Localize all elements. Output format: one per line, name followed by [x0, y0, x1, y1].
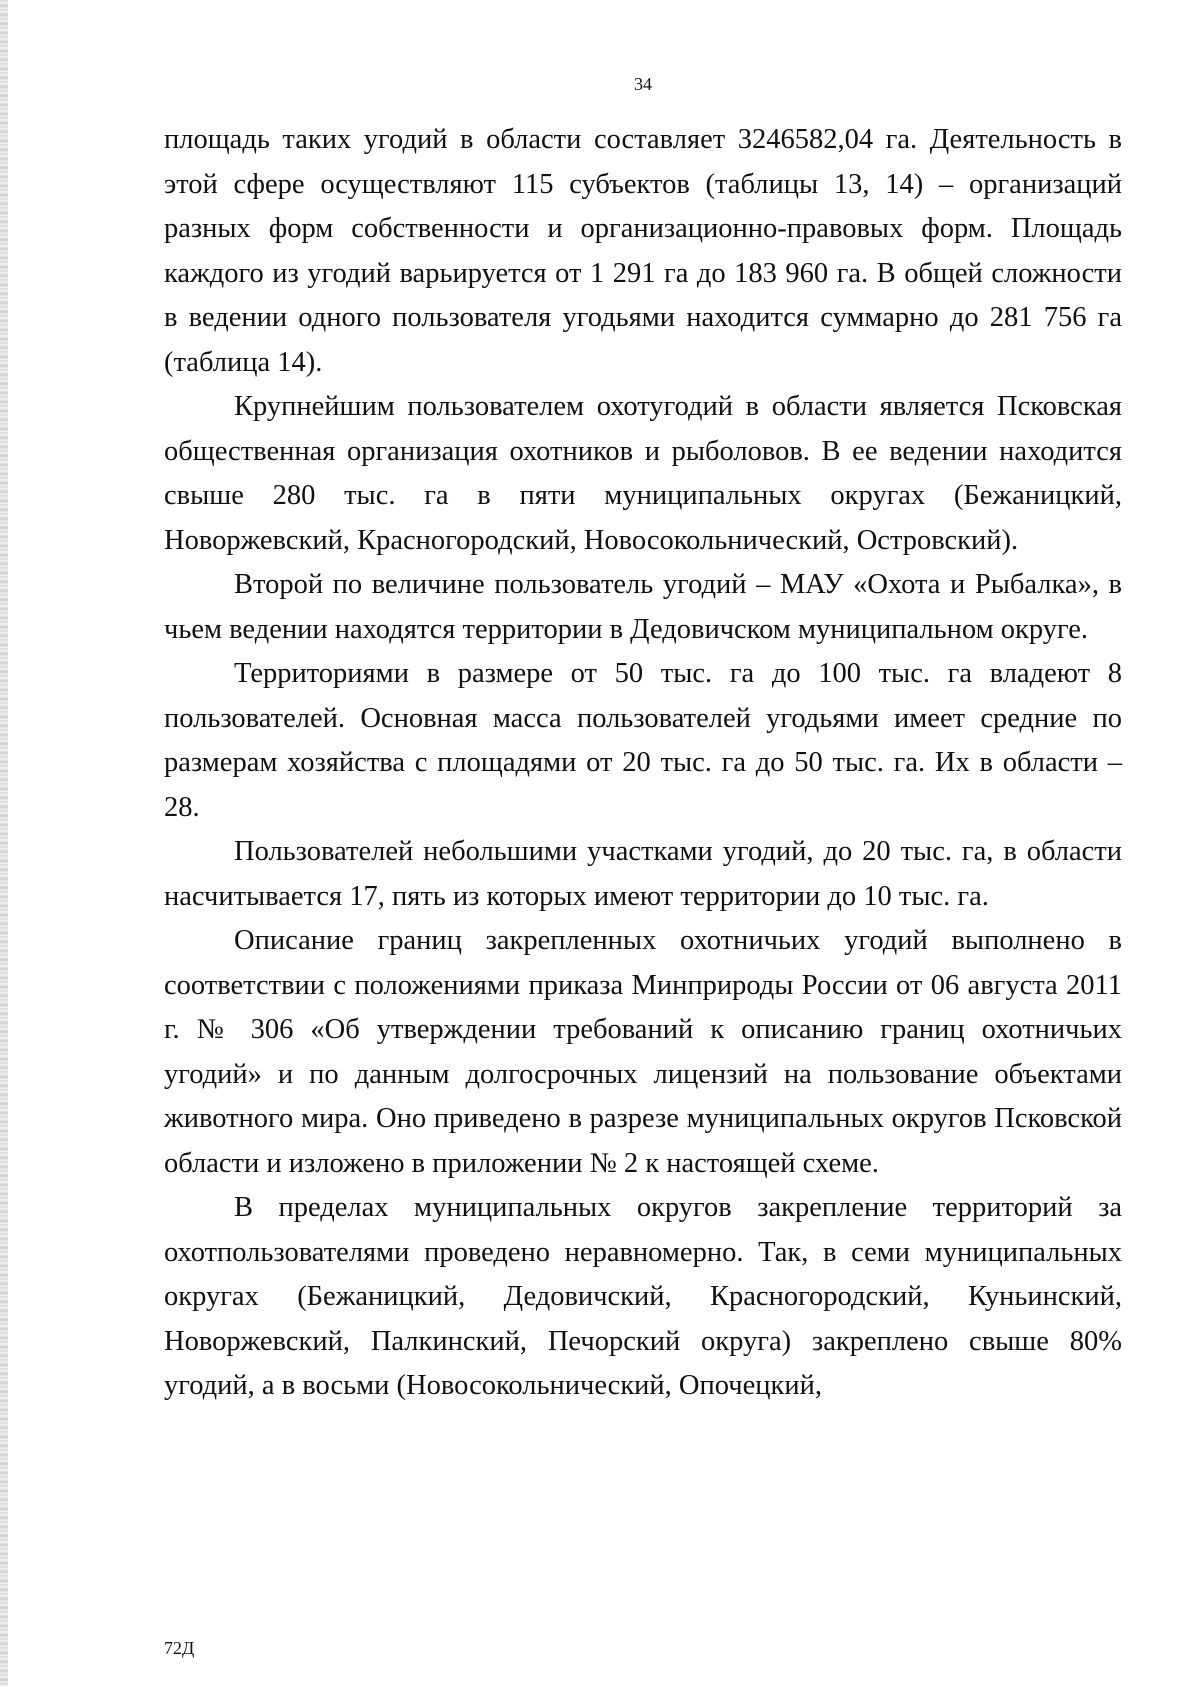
page-number: 34	[634, 74, 652, 94]
paragraph-boundaries: Описание границ закрепленных охотничьих угодий выполнено в соответствии с положениями приказа Минприроды России от 06 августа 2011 г. № 306 «Об утверждении требований к описанию границ охотничьих угодий» и по данным долгосрочных лицензий на пользование объектами животного мира. Оно приведено в разрезе муниципальных округов Псковской области и изложено в приложении № 2 к настоящей схеме.	[164, 925, 1122, 1179]
paragraph-small-users: Пользователей небольшими участками угодий, до 20 тыс. га, в области насчитывается 17, пять из которых имеют территории до 10 тыс. га.	[164, 836, 1122, 912]
paragraph-medium-users: Территориями в размере от 50 тыс. га до 100 тыс. га владеют 8 пользователей. Основная масса пользователей угодьями имеет средние по размерам хозяйства с площадями от 20 тыс. га до 50 тыс. га. Их в области – 28.	[164, 658, 1122, 823]
paragraph-distribution: В пределах муниципальных округов закрепление территорий за охотпользователями проведено неравномерно. Так, в семи муниципальных округах (Бежаницкий, Дедовичский, Красногородский, Куньинский, Новоржевский, Палкинский, Печорский округа) закреплено свыше 80% угодий, а в восьми (Новосокольнический, Опочецкий,	[164, 1192, 1122, 1401]
document-body	[164, 118, 1122, 1409]
paragraph-continued-area: площадь таких угодий в области составляет 3246582,04 га. Деятельность в этой сфере осуществляют 115 субъектов (таблицы 13, 14) – организаций разных форм собственности и организационно-правовых форм. Площадь каждого из угодий варьируется от 1 291 га до 183 960 га. В общей сложности в ведении одного пользователя угодьями находится суммарно до 281 756 га (таблица 14).	[164, 124, 1122, 378]
scan-edge	[0, 0, 8, 1686]
paragraph-largest-user: Крупнейшим пользователем охотугодий в области является Псковская общественная организация охотников и рыболовов. В ее ведении находится свыше 280 тыс. га в пяти муниципальных округах (Бежаницкий, Новоржевский, Красногородский, Новосокольнический, Островский).	[164, 391, 1122, 556]
paragraph-second-user: Второй по величине пользователь угодий – МАУ «Охота и Рыбалка», в чьем ведении находятся территории в Дедовичском муниципальном округе.	[164, 569, 1122, 645]
footer-code: 72Д	[164, 1638, 195, 1658]
